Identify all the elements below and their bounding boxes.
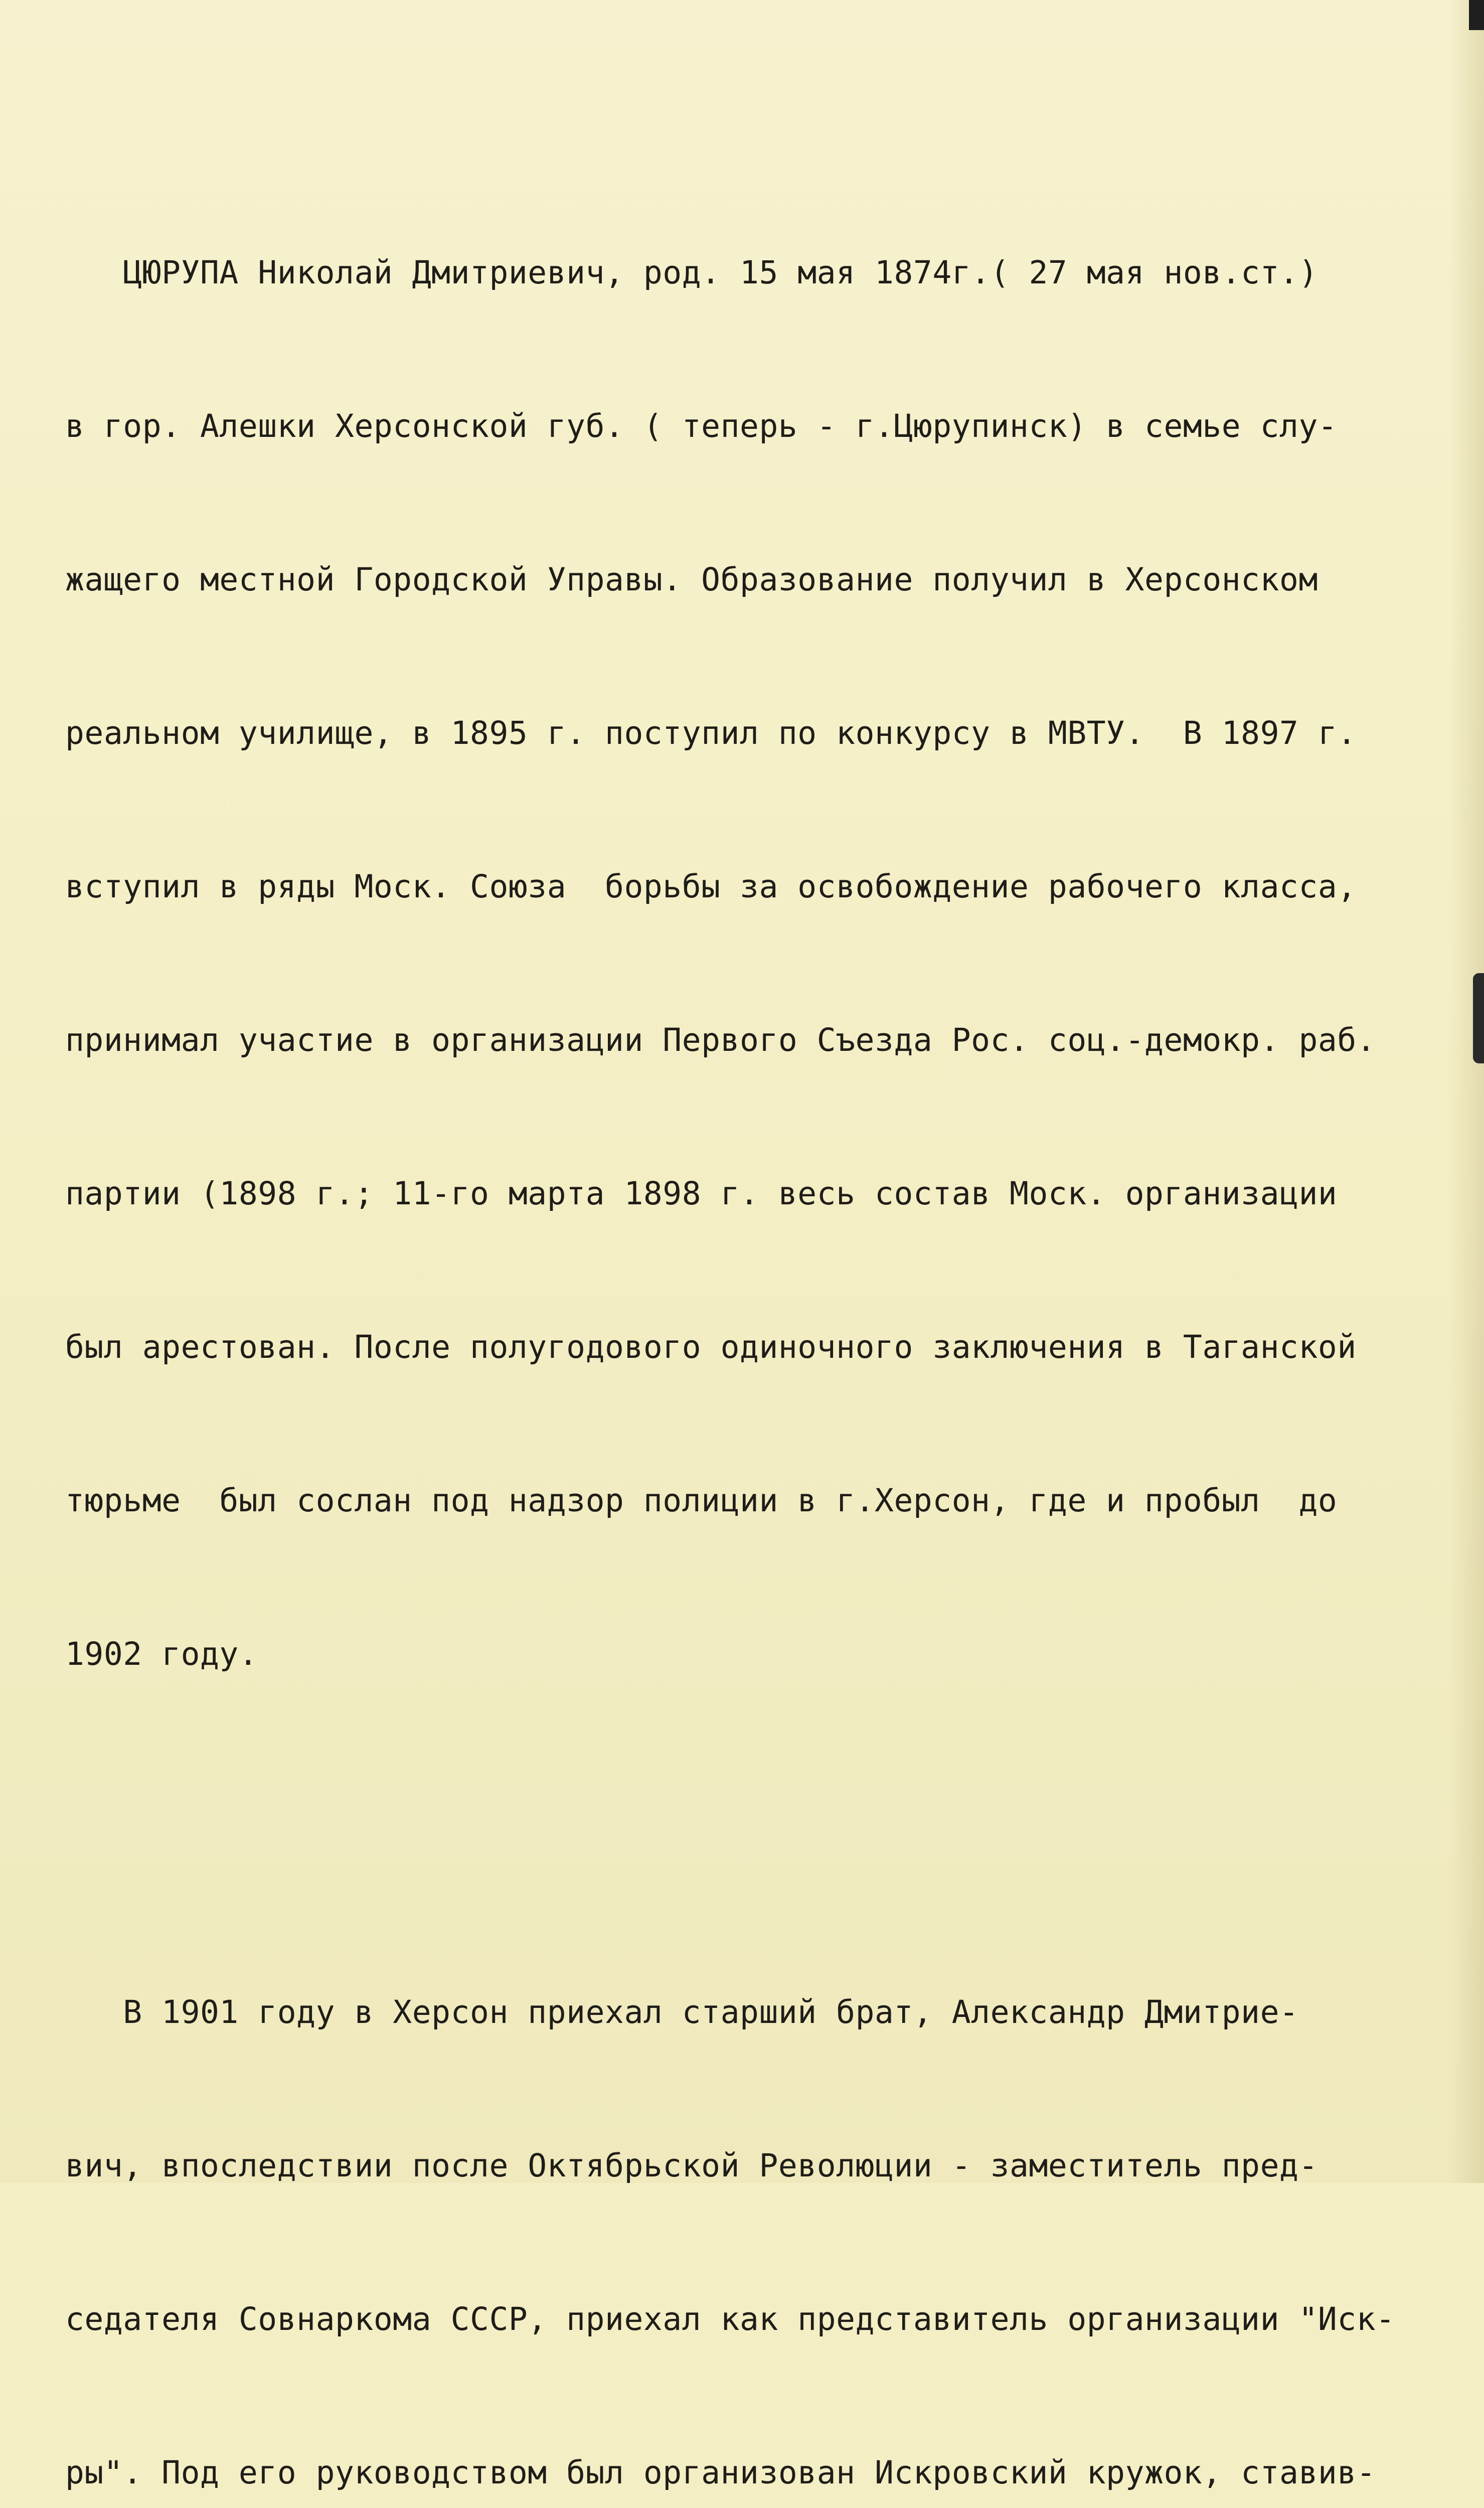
text-line: ЦЮРУПА Николай Дмитриевич, род. 15 мая 1874г.( 27 мая нов.ст.)	[65, 254, 1318, 291]
text-line: ры". Под его руководством был организован Искровский кружок, ставив-	[65, 2454, 1376, 2491]
text-line: вступил в ряды Моск. Союза борьбы за освобождение рабочего класса,	[65, 868, 1357, 905]
paragraph-1	[65, 145, 1449, 1782]
text-line: в гор. Алешки Херсонской губ. ( теперь - г.Цюрупинск) в семье слу-	[65, 408, 1338, 444]
text-line: партии (1898 г.; 11-го марта 1898 г. весь состав Моск. организации	[65, 1175, 1338, 1212]
text-line: 1902 году.	[65, 1636, 258, 1672]
page-fold	[1473, 973, 1484, 1063]
text-line: седателя Совнаркома СССР, приехал как представитель организации "Иск-	[65, 2301, 1395, 2337]
text-line: вич, впоследствии после Октябрьской Революции - заместитель пред-	[65, 2147, 1318, 2184]
text-line: был арестован. После полугодового одиночного заключения в Таганской	[65, 1329, 1357, 1365]
text-line: тюрьме был сослан под надзор полиции в г.Херсон, где и пробыл до	[65, 1482, 1338, 1519]
text-line: реальном училище, в 1895 г. поступил по конкурсу в МВТУ. В 1897 г.	[65, 715, 1357, 751]
text-line: принимал участие в организации Первого Съезда Рос. соц.-демокр. раб.	[65, 1022, 1376, 1058]
text-line: В 1901 году в Херсон приехал старший брат, Александр Дмитрие-	[65, 1994, 1299, 2030]
text-line: жащего местной Городской Управы. Образование получил в Херсонском	[65, 561, 1318, 598]
typewritten-text	[65, 43, 1449, 2508]
paragraph-2	[65, 1885, 1449, 2508]
page-edge-shadow	[1449, 0, 1484, 2183]
corner-mark	[1469, 0, 1484, 30]
